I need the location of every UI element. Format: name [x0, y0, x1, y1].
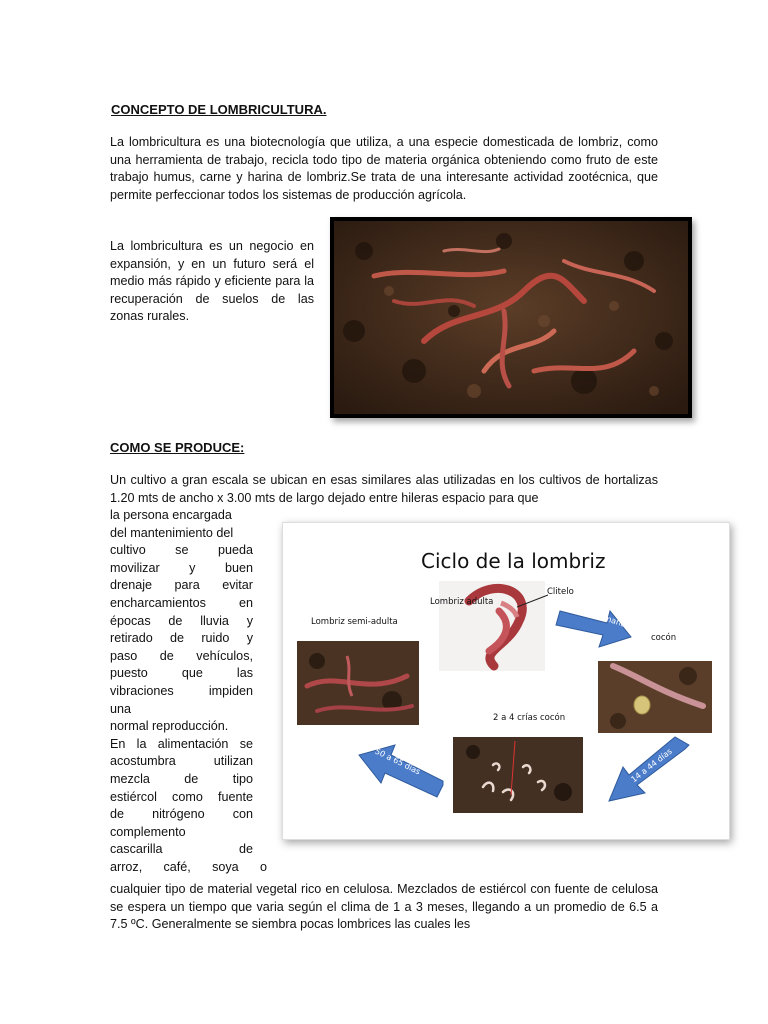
side-line: épocas de lluvia y [110, 613, 253, 628]
side-line: estiércol como fuente [110, 789, 253, 804]
side-line: del mantenimiento del [110, 525, 234, 540]
side-line: acostumbra utilizan [110, 754, 253, 769]
side-line: normal reproducción. [110, 719, 229, 734]
side-line: mezcla de tipo [110, 771, 253, 786]
days-14-44-label: 14 a 44 días [629, 746, 674, 785]
side-line: encharcamientos en [110, 595, 253, 610]
label-clitelo: Clitelo [547, 587, 574, 597]
paragraph-negocio: La lombricultura es un negocio en expansión, y en un futuro será el medio más rápido y eficiente para la recuperación de suelos de las zonas rurales. [110, 239, 314, 324]
paragraph-cultivo-intro: Un cultivo a gran escala se ubican en esas similares alas utilizadas en los cultivos de hortalizas 1.20 mts de ancho x 3.00 mts de largo dejado entre hileras espacio para que [110, 473, 658, 505]
side-line: cultivo se pueda [110, 543, 253, 558]
copula-arrow-label: Copula semanal [565, 601, 630, 630]
young-worms-photo [453, 737, 583, 813]
clitelo-pointer [513, 591, 553, 611]
side-line: puesto que las [110, 666, 253, 681]
side-line: drenaje para evitar [110, 578, 253, 593]
label-cocoon: cocón [651, 633, 677, 643]
side-line: cascarilla de [110, 842, 253, 857]
side-line: una [110, 701, 132, 716]
side-text-column [110, 507, 267, 876]
days-50-65-arrow-icon [355, 741, 447, 801]
label-adult: Lombriz adulta [430, 597, 494, 607]
side-line: En la alimentación se [110, 736, 253, 751]
cocoon-photo [598, 661, 712, 733]
worm-cycle-diagram [282, 522, 730, 840]
paragraph-continuation: cualquier tipo de material vegetal rico en celulosa. Mezclados de estiércol con fuente de celulosa se espera un tiempo que varia según el clima de 1 a 3 meses, llegando a un promedio de 6.5 a 7.5 ºC. Generalmente se siembra pocas lombrices las cuales les [110, 882, 658, 932]
heading-concepto: CONCEPTO DE LOMBRICULTURA. [111, 102, 327, 117]
side-line: complemento [110, 824, 186, 839]
side-line: la persona encargada [110, 508, 232, 522]
semi-adult-worm-photo [297, 641, 419, 725]
side-line: arroz, café, soya o [110, 859, 267, 874]
diagram-title: Ciclo de la lombriz [421, 549, 606, 573]
paragraph-concepto: La lombricultura es una biotecnología que utiliza, a una especie domesticada de lombriz, como una herramienta de trabajo, recicla todo tipo de materia orgánica obteniendo como fruto de este trabajo humus, carne y harina de lombriz.Se trata de una interesante actividad zootécnica, que permite perfeccionar todos los sistemas de producción agrícola. [110, 135, 658, 202]
heading-como-se-produce: COMO SE PRODUCE: [110, 440, 245, 455]
label-semi-adult: Lombriz semi-adulta [311, 617, 398, 627]
worms-photo [330, 217, 692, 418]
days-50-65-label: 50 a 65 días [373, 746, 422, 777]
side-line: de nitrógeno con [110, 807, 253, 822]
side-line: retirado de ruido y [110, 631, 253, 646]
side-line: paso de vehículos, [110, 648, 253, 663]
side-line: movilizar y buen [110, 560, 253, 575]
label-young: 2 a 4 crías cocón [493, 713, 566, 723]
side-line: vibraciones impiden [110, 683, 253, 698]
